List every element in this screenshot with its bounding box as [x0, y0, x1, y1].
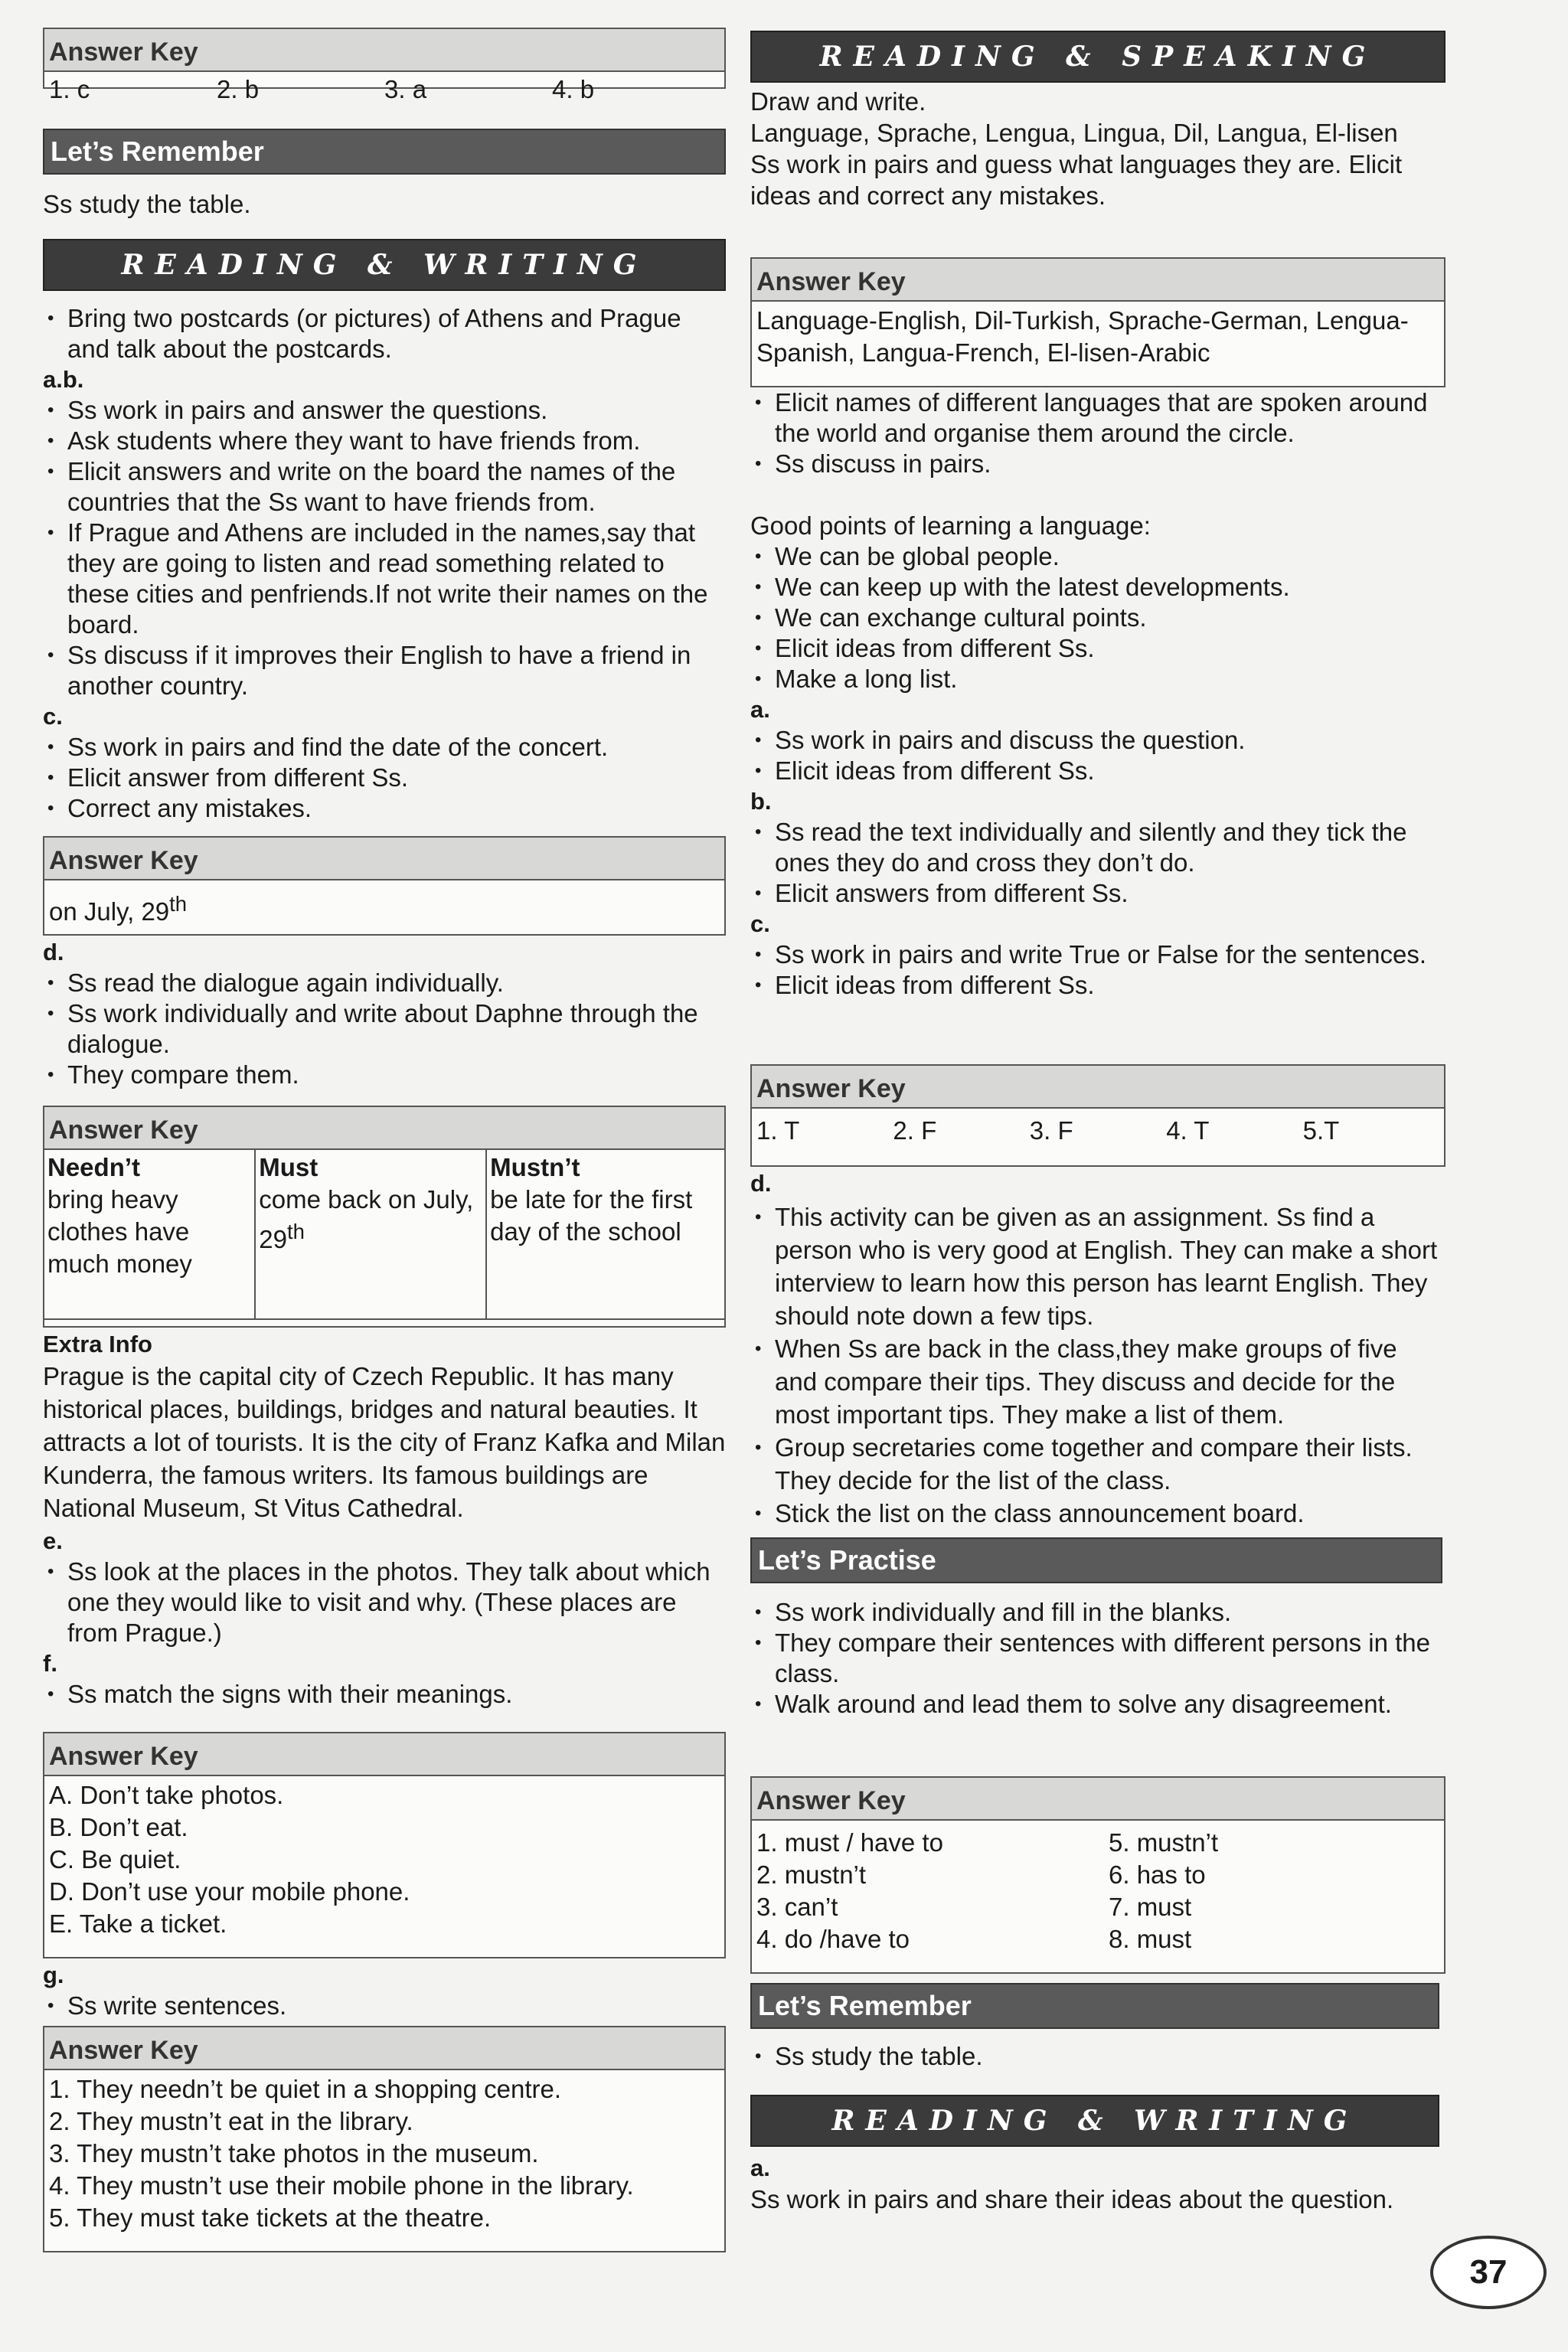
bullet-item: • This activity can be given as an assignment. Ss find a person who is very good at English. They can make a short interview to learn how this person has learnt English. They should note down a few tips.: [750, 1200, 1446, 1332]
reading-writing-bar: READING & WRITING: [43, 239, 726, 291]
e-bullets: [43, 1557, 726, 1648]
answer-item: 4. T: [1166, 1116, 1210, 1145]
answer-key-true-false: [750, 1064, 1446, 1167]
answer-item: 1. T: [756, 1116, 800, 1145]
answer-key-5: [43, 2026, 726, 2252]
bullet-item: • Ss discuss in pairs.: [750, 449, 1446, 479]
answer-item: 5. mustn’t: [1109, 1828, 1219, 1857]
answer-key-3: [43, 1106, 726, 1328]
answer-item: 8. must: [1109, 1925, 1192, 1953]
answer-key-body: [44, 2070, 724, 2237]
bullet-item: • Ss work in pairs and answer the questions.: [43, 395, 726, 426]
answer-key-title: Answer Key: [44, 29, 724, 72]
column-body-sup: th: [286, 1220, 305, 1243]
answer-key-body: [752, 1109, 1444, 1150]
good-points-list: [750, 541, 1446, 633]
reading-speaking-bar: READING & SPEAKING: [750, 31, 1446, 83]
bullet-item: • They compare them.: [43, 1060, 726, 1090]
bullet-item: • Make a long list.: [750, 664, 1446, 694]
bullet-item: • Ss discuss if it improves their English to have a friend in another country.: [43, 640, 726, 701]
reading-writing-bar: READING & WRITING: [750, 2095, 1439, 2147]
right-section-d: [750, 1168, 1446, 1530]
table-cell-neednt: [44, 1150, 255, 1319]
answer-key-title: Answer Key: [44, 2027, 724, 2070]
answer-key-body: [44, 1776, 724, 1943]
left-section-extra: [43, 1329, 726, 1710]
language-bullets: [750, 387, 1446, 479]
answer-key-title: Answer Key: [752, 1066, 1444, 1109]
b-bullets: [750, 817, 1446, 909]
table-cell-mustnt: [486, 1150, 724, 1319]
answer-item: 3. F: [1029, 1116, 1073, 1145]
answer-key-1: [43, 28, 726, 103]
answer-item: 4. They mustn’t use their mobile phone in the library.: [49, 2171, 634, 2200]
bullet-item: • Elicit answers and write on the board the names of the countries that the Ss want to have friends from.: [43, 456, 726, 518]
answer-item: 3. They mustn’t take photos in the museum.: [49, 2139, 539, 2167]
bullet-item: • Ss read the text individually and silently and they tick the ones they do and cross they don’t do.: [750, 817, 1446, 878]
f-bullets: [43, 1679, 726, 1710]
right-section-languages: [750, 387, 1446, 1001]
a-bullets: [750, 725, 1446, 786]
answer-key-body: Language-English, Dil-Turkish, Sprache-German, Lengua-Spanish, Langua-French, El-lisen-Arabic: [756, 306, 1409, 367]
ab-bullets: [43, 395, 726, 701]
bullet-item: • Ask students where they want to have friends from.: [43, 426, 726, 456]
answer-key-2: [43, 836, 726, 936]
answer-item: 1. must / have to: [756, 1828, 943, 1857]
column-header: Mustn’t: [490, 1153, 580, 1181]
bullet-item: • Elicit ideas from different Ss.: [750, 970, 1446, 1001]
answer-item: 2. They mustn’t eat in the library.: [49, 2107, 413, 2135]
left-section-d: [43, 937, 726, 1090]
answer-item: A. Don’t take photos.: [49, 1781, 284, 1809]
label-b: b.: [750, 788, 772, 815]
label-f: f.: [43, 1650, 57, 1677]
answer-item: 2. mustn’t: [756, 1860, 867, 1889]
bullet-item: • If Prague and Athens are included in the names,say that they are going to listen and read something related to these cities and penfriends.If not write their names on the board.: [43, 518, 726, 640]
answer-key-title: Answer Key: [44, 1733, 724, 1776]
left-section-g: [43, 1960, 726, 2021]
answer-item: 5. They must take tickets at the theatre.: [49, 2203, 492, 2232]
column-body: come back on July, 29: [259, 1185, 474, 1253]
elicit-bullets: [750, 633, 1446, 694]
answer-key-body: [44, 880, 724, 931]
bullet-item: • Correct any mistakes.: [43, 793, 726, 824]
extra-info-text: Prague is the capital city of Czech Republic. It has many historical places, buildings, bridges and natural beauties. It attracts a lot of tourists. It is the city of Franz Kafka and Milan Kunderra, the famous writers. Its famous buildings are National Museum, St Vitus Cathedral.: [43, 1362, 726, 1522]
bullet-item: • Stick the list on the class announcement board.: [750, 1497, 1446, 1530]
bullet-item: • Elicit ideas from different Ss.: [750, 756, 1446, 786]
label-a: a.: [750, 2154, 770, 2181]
bullet-item: • Ss work individually and write about Daphne through the dialogue.: [43, 998, 726, 1060]
answer-item: 4. do /have to: [756, 1925, 910, 1953]
answer-item: C. Be quiet.: [49, 1845, 181, 1873]
modals-table: [44, 1150, 724, 1320]
right-section-practise: [750, 1597, 1446, 1720]
label-e: e.: [43, 1527, 63, 1554]
c-bullets: [43, 732, 726, 824]
left-section-ab: [43, 303, 726, 824]
answer-item: 2. F: [893, 1116, 937, 1145]
column-body: bring heavy clothes have much money: [47, 1185, 192, 1278]
dash-item: • We can exchange cultural points.: [750, 603, 1446, 633]
dash-item: • We can keep up with the latest developments.: [750, 572, 1446, 603]
label-a: a.: [750, 696, 770, 723]
label-d: d.: [750, 1170, 772, 1197]
bullet-item: • Ss work in pairs and write True or False for the sentences.: [750, 939, 1446, 970]
answer-key-languages: [750, 257, 1446, 387]
answer-item: 3. a: [384, 75, 427, 103]
answer-key-body: [44, 72, 724, 107]
lets-remember-bar: Let’s Remember: [750, 1983, 1439, 2029]
right-section-remember: [750, 2041, 1446, 2072]
answer-key-title: Answer Key: [752, 259, 1444, 302]
answer-key-title: Answer Key: [44, 838, 724, 880]
page-number: 37: [1430, 2236, 1547, 2309]
label-ab: a.b.: [43, 366, 84, 393]
answer-item: 1. c: [49, 75, 90, 103]
bullet-item: • Group secretaries come together and compare their lists. They decide for the list of the class.: [750, 1431, 1446, 1497]
answer-item: 6. has to: [1109, 1860, 1206, 1889]
bullet-item: • When Ss are back in the class,they make groups of five and compare their tips. They discuss and decide for the most important tips. They make a list of them.: [750, 1332, 1446, 1431]
label-d: d.: [43, 939, 64, 965]
label-g: g.: [43, 1962, 64, 1988]
right-intro: [750, 86, 1446, 211]
bullet-item: • Ss write sentences.: [43, 1991, 726, 2021]
column-header: Needn’t: [47, 1153, 141, 1181]
bullet-item: • Ss match the signs with their meanings.: [43, 1679, 726, 1710]
answer-item: B. Don’t eat.: [49, 1813, 188, 1841]
lets-remember-bar: Let’s Remember: [43, 129, 726, 175]
intro-line: Language, Sprache, Lengua, Lingua, Dil, Langua, El-lisen: [750, 119, 1398, 147]
bullet-item: • Walk around and lead them to solve any disagreement.: [750, 1689, 1446, 1720]
answer-item: 4. b: [552, 75, 595, 103]
column-body: be late for the first day of the school: [490, 1185, 693, 1246]
answer-key-4: [43, 1732, 726, 1958]
answer-key-title: Answer Key: [44, 1107, 724, 1150]
label-c: c.: [750, 910, 770, 937]
answer-item: 3. can’t: [756, 1893, 838, 1921]
bullet-item: • Ss work in pairs and discuss the question.: [750, 725, 1446, 756]
dash-item: • We can be global people.: [750, 541, 1446, 572]
table-cell-must: [255, 1150, 486, 1319]
bullet-item: • Bring two postcards (or pictures) of Athens and Prague and talk about the postcards.: [43, 303, 726, 364]
extra-info-label: Extra Info: [43, 1331, 152, 1357]
answer-key-modals: [750, 1776, 1446, 1974]
g-bullets: [43, 1991, 726, 2021]
label-c: c.: [43, 703, 63, 730]
d-bullets: [43, 968, 726, 1090]
column-header: Must: [259, 1153, 318, 1181]
right-section-final: [750, 2153, 1446, 2215]
bullet-item: • They compare their sentences with different persons in the class.: [750, 1628, 1446, 1689]
final-text: Ss work in pairs and share their ideas about the question.: [750, 2185, 1394, 2213]
intro-bullets: [43, 303, 726, 364]
answer-item: D. Don’t use your mobile phone.: [49, 1877, 410, 1906]
bullet-item: • Ss look at the places in the photos. They talk about which one they would like to visit and why. (These places are from Prague.): [43, 1557, 726, 1648]
answer-date: on July, 29: [49, 897, 170, 926]
bullet-item: • Elicit names of different languages that are spoken around the world and organise them around the circle.: [750, 387, 1446, 449]
answer-key-title: Answer Key: [752, 1778, 1444, 1821]
bullet-item: • Elicit answers from different Ss.: [750, 878, 1446, 909]
d-bullets: [750, 1200, 1446, 1530]
answer-item: E. Take a ticket.: [49, 1909, 227, 1938]
c-bullets: [750, 939, 1446, 1001]
intro-line: Ss work in pairs and guess what languages they are. Elicit ideas and correct any mistakes.: [750, 150, 1403, 210]
bullet-item: • Ss read the dialogue again individually.: [43, 968, 726, 998]
answer-item: 2. b: [217, 75, 260, 103]
remember-bullets: [750, 2041, 1446, 2072]
bullet-item: • Elicit answer from different Ss.: [43, 763, 726, 793]
answer-item: 1. They needn’t be quiet in a shopping centre.: [49, 2075, 562, 2103]
answer-item: 7. must: [1109, 1893, 1192, 1921]
bullet-item: • Elicit ideas from different Ss.: [750, 633, 1446, 664]
lets-practise-bar: Let’s Practise: [750, 1537, 1442, 1583]
bullet-item: • Ss work in pairs and find the date of the concert.: [43, 732, 726, 763]
intro-line: Draw and write.: [750, 87, 926, 116]
good-points-heading: Good points of learning a language:: [750, 511, 1151, 540]
practise-bullets: [750, 1597, 1446, 1720]
bullet-item: • Ss work individually and fill in the blanks.: [750, 1597, 1446, 1628]
remember-text: Ss study the table.: [43, 190, 251, 218]
answer-key-body: [752, 1821, 1444, 1958]
answer-item: 5.T: [1302, 1116, 1340, 1145]
bullet-item: • Ss study the table.: [750, 2041, 1446, 2072]
answer-date-sup: th: [169, 892, 188, 916]
